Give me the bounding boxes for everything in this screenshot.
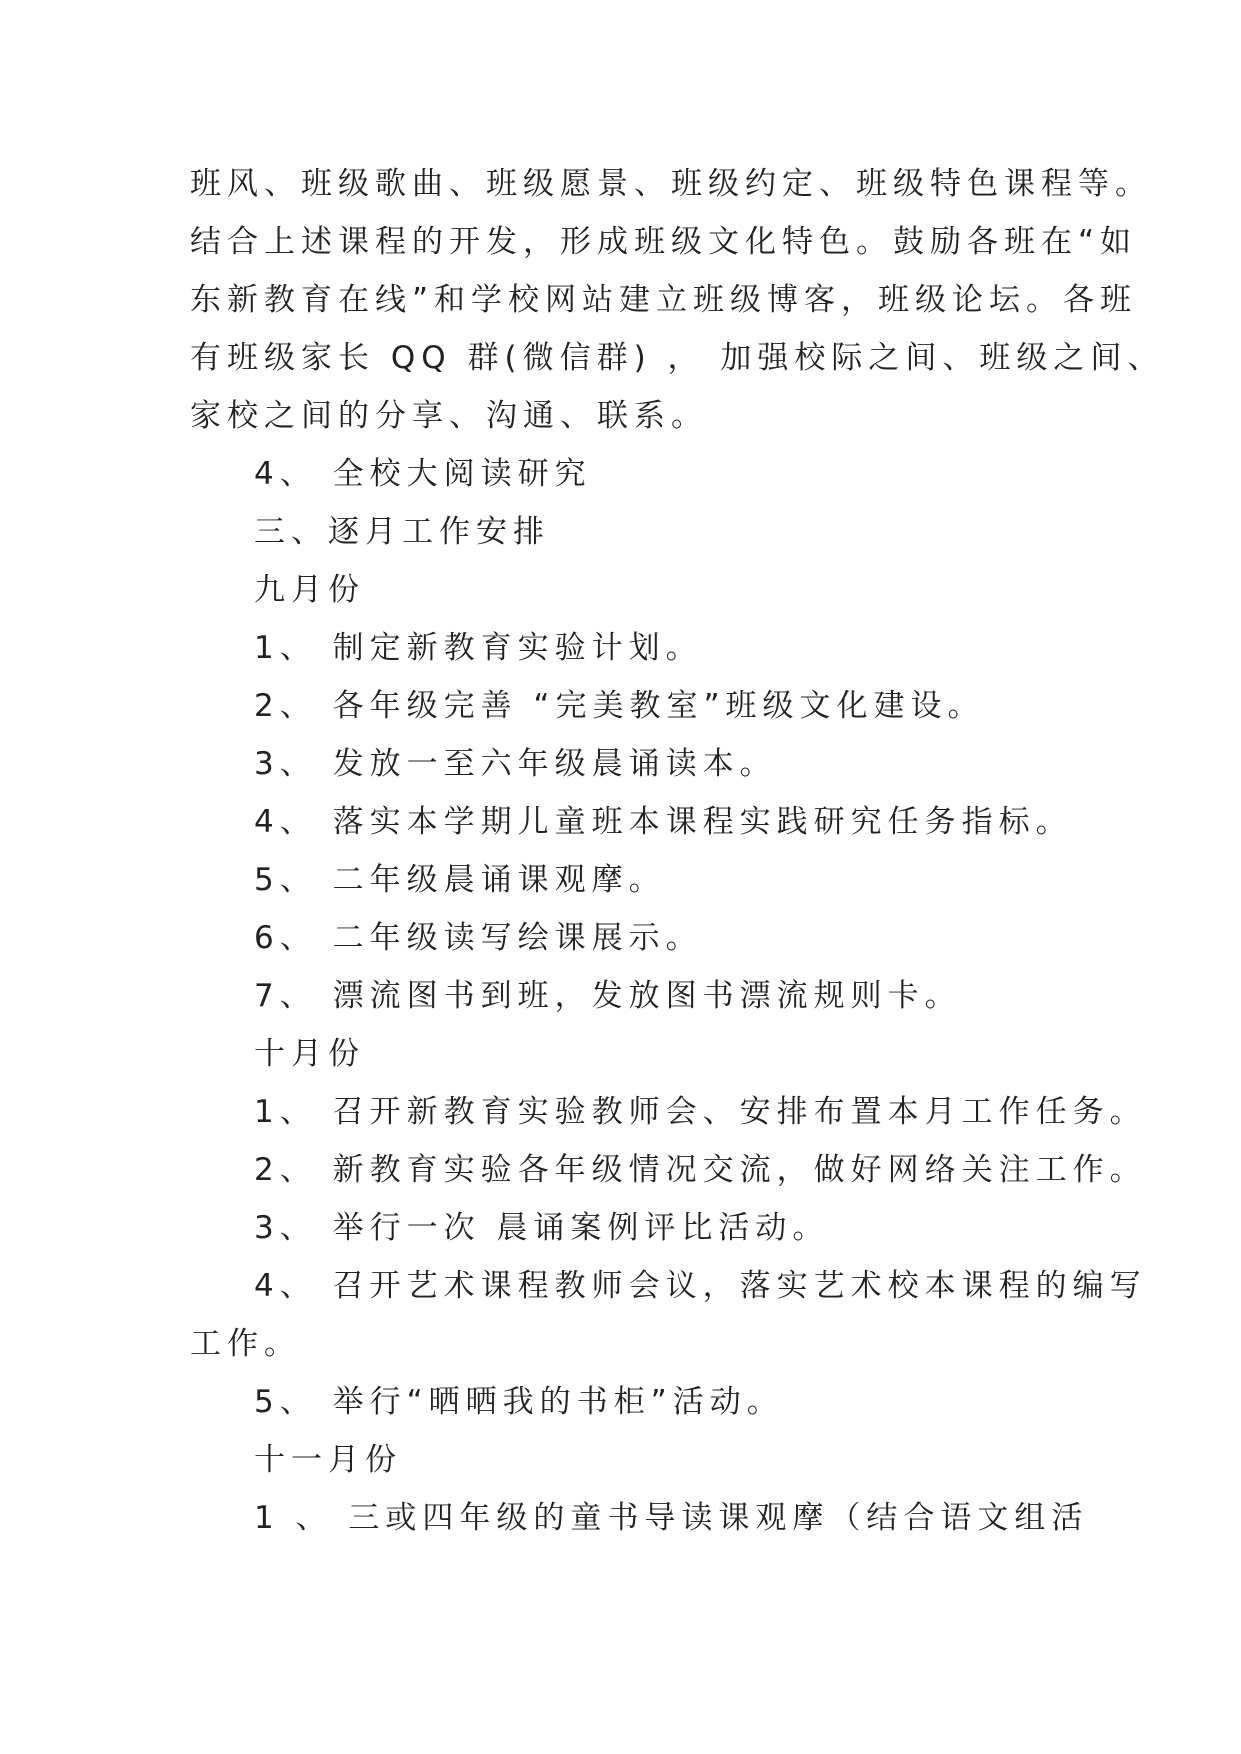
month-heading: 九月份 (254, 572, 365, 608)
section-heading: 三、逐月工作安排 (254, 514, 550, 550)
list-item: 3、 发放一至六年级晨诵读本。 (254, 746, 777, 782)
list-item: 7、 漂流图书到班，发放图书漂流规则卡。 (254, 978, 962, 1014)
list-item: 3、 举行一次 晨诵案例评比活动。 (254, 1210, 830, 1246)
paragraph-line: 班风、班级歌曲、班级愿景、班级约定、班级特色课程等。 (190, 166, 1152, 202)
section-item: 4、 全校大阅读研究 (254, 456, 592, 492)
month-heading: 十月份 (254, 1036, 365, 1072)
document-body (190, 155, 1165, 1547)
paragraph-line: 家校之间的分享、沟通、联系。 (190, 398, 708, 434)
list-item: 6、 二年级读写绘课展示。 (254, 920, 703, 956)
paragraph-line: 东新教育在线”和学校网站建立班级博客，班级论坛。各班 (190, 282, 1138, 318)
paragraph-line: 结合上述课程的开发，形成班级文化特色。鼓励各班在“如 (190, 224, 1138, 260)
list-item: 2、 各年级完善 “完美教室”班级文化建设。 (254, 688, 985, 724)
list-item: 1、 制定新教育实验计划。 (254, 630, 703, 666)
month-heading: 十一月份 (254, 1442, 402, 1478)
list-item: 1、 召开新教育实验教师会、安排布置本月工作任务。 (254, 1094, 1147, 1130)
list-item: 5、 二年级晨诵课观摩。 (254, 862, 666, 898)
paragraph-line: 有班级家长 QQ 群(微信群) ， 加强校际之间、班级之间、 (190, 340, 1165, 376)
list-item-continuation: 工作。 (190, 1326, 301, 1362)
list-item: 4、 召开艺术课程教师会议，落实艺术校本课程的编写 (254, 1268, 1147, 1304)
list-item: 1 、 三或四年级的童书导读课观摩（结合语文组活 (254, 1500, 1089, 1536)
list-item: 4、 落实本学期儿童班本课程实践研究任务指标。 (254, 804, 1073, 840)
list-item: 5、 举行“晒晒我的书柜”活动。 (254, 1384, 784, 1420)
list-item: 2、 新教育实验各年级情况交流，做好网络关注工作。 (254, 1152, 1147, 1188)
